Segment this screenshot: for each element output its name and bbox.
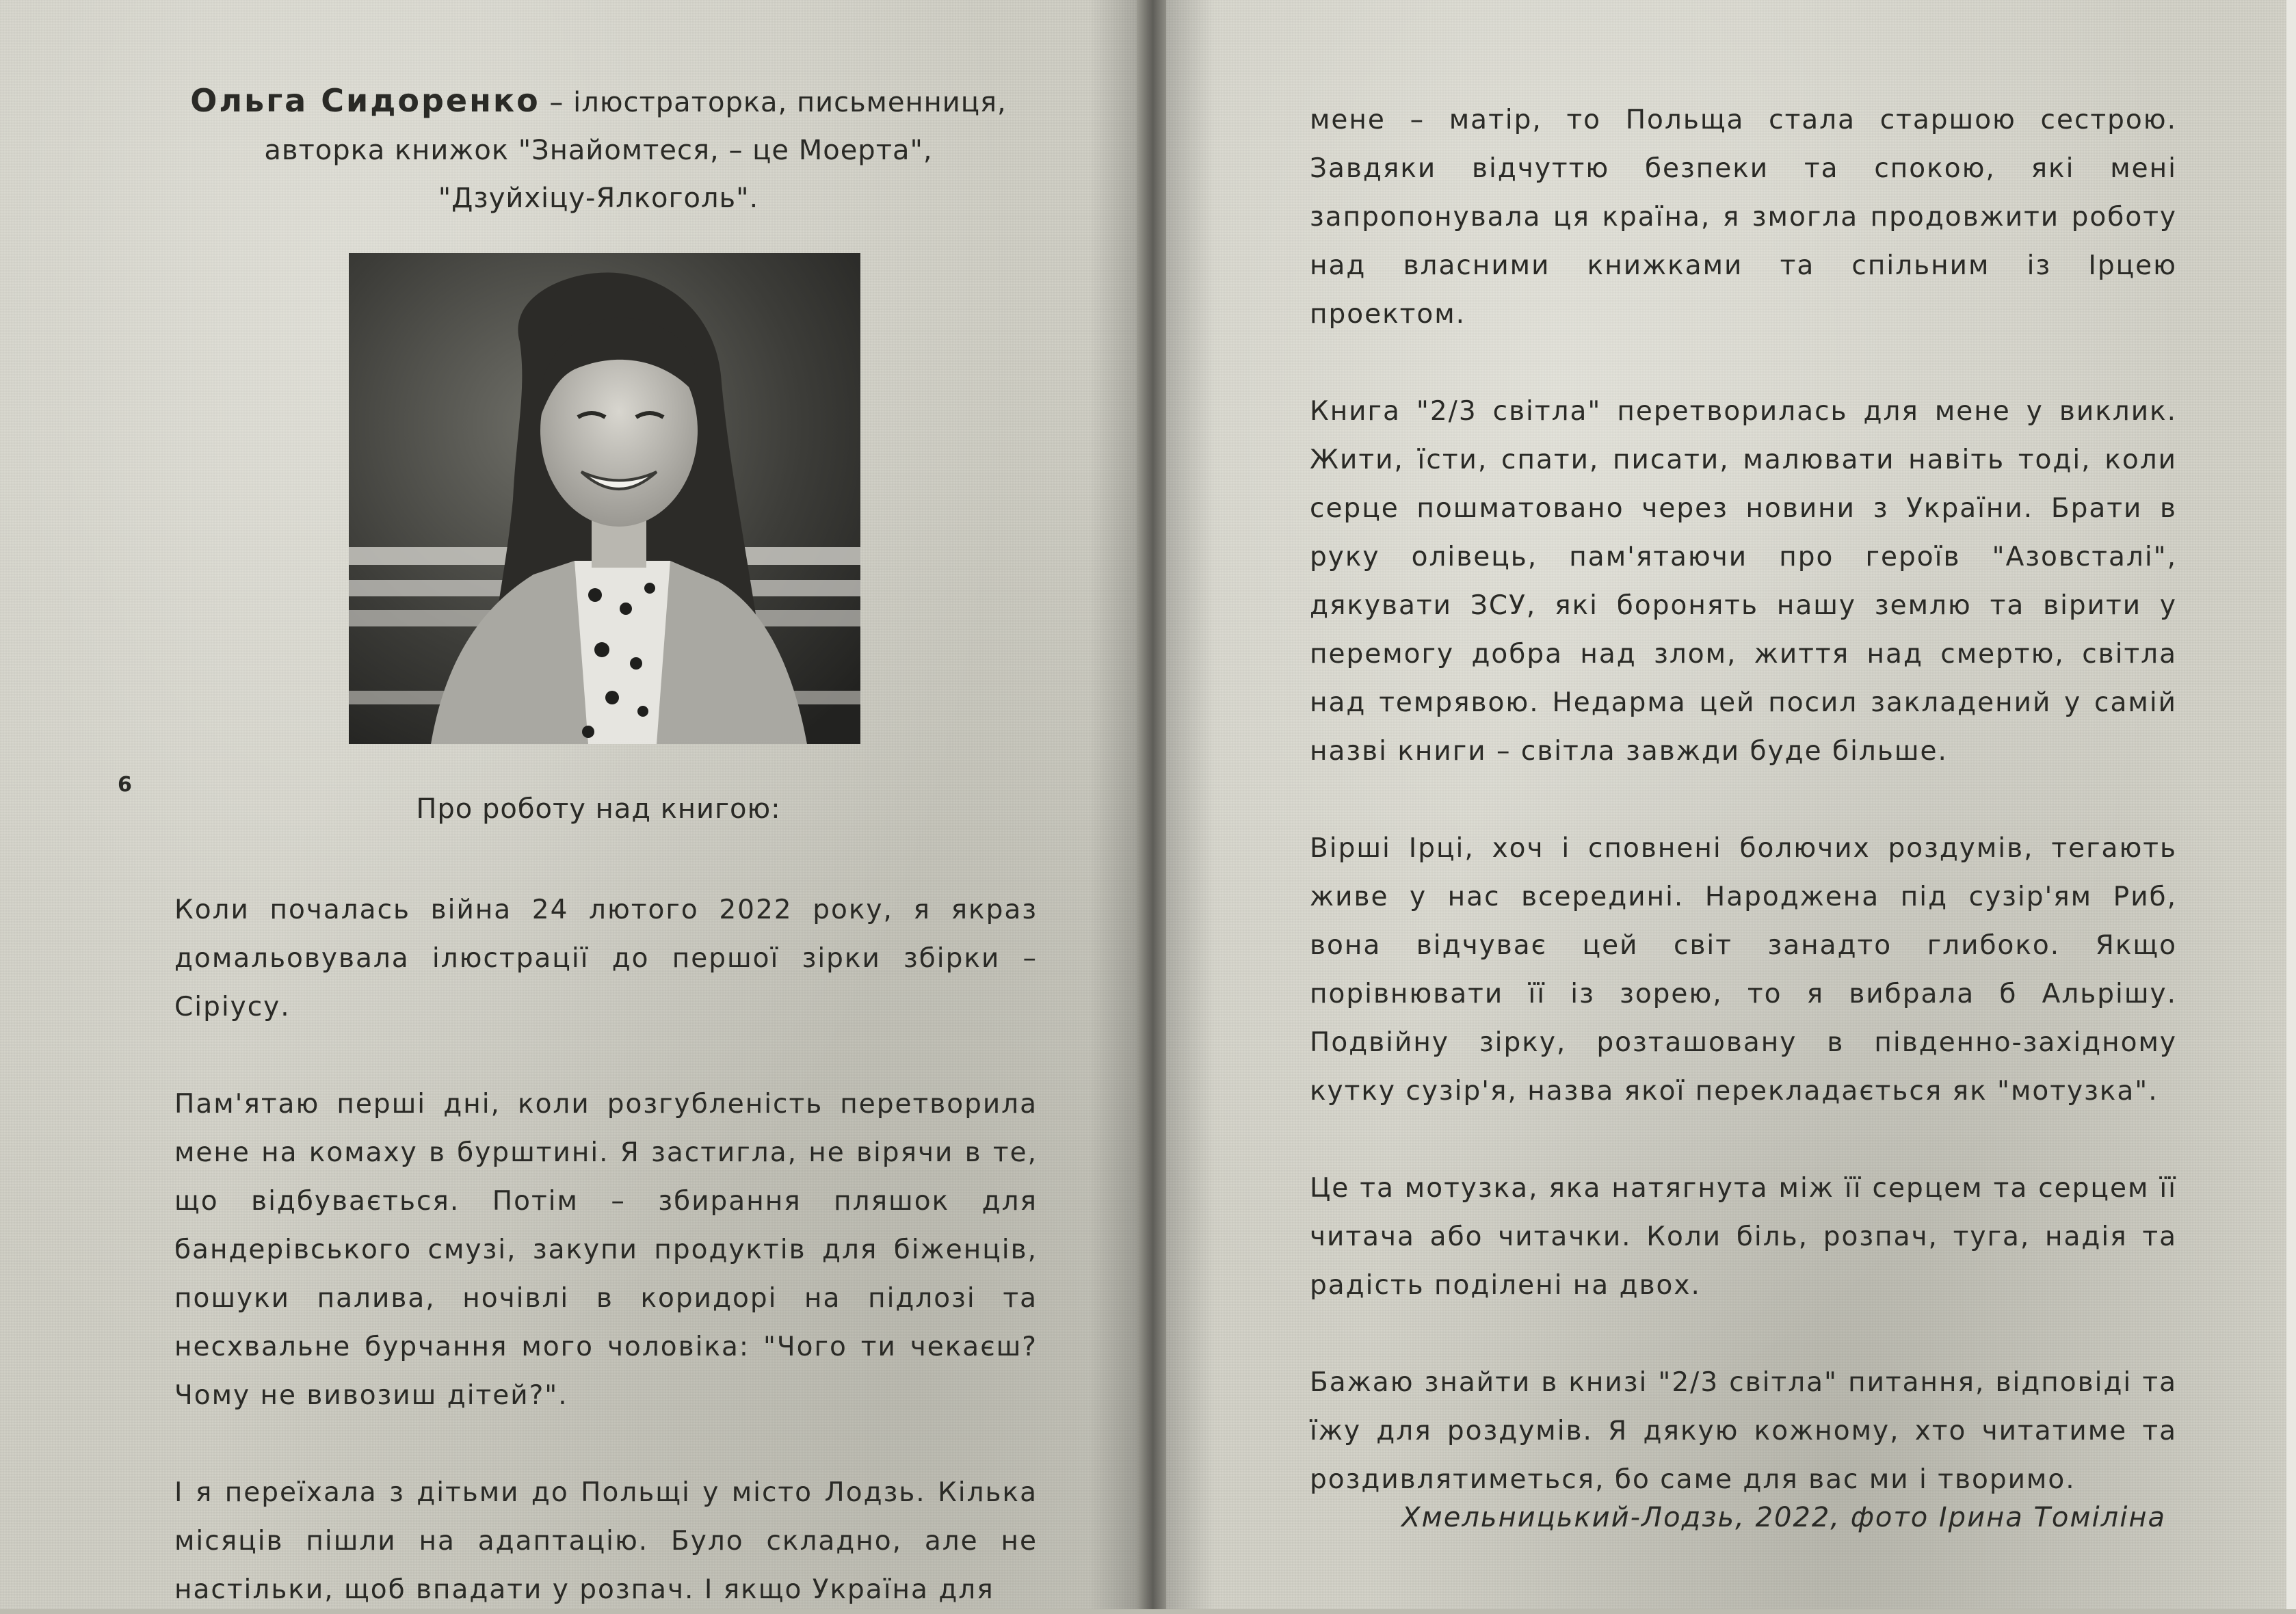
author-photo: [349, 253, 860, 744]
paragraph: Книга "2/3 світла" перетворилась для мене у виклик. Жити, їсти, спати, писати, малювати навіть тоді, коли серце пошматовано через новини з України. Брати в руку олівець, пам'ятаючи про героїв "Азовсталі", дякувати ЗСУ, які боронять нашу землю та вірити у перемогу добра над злом, життя над смертю, світла над темрявою. Недарма цей посил закладений у самій назві книги – світла завжди буде більше.: [1310, 396, 2177, 767]
left-body-text: [174, 886, 1038, 1614]
page-shadow: [1089, 0, 1137, 1609]
paragraph: мене – матір, то Польща стала старшою сестрою. Завдяки відчуттю безпеки та спокою, які мені запропонувала ця країна, я змогла продовжити роботу над власними книжками та спільним із Ірцею проектом.: [1310, 105, 2177, 330]
paragraph: Коли почалась війна 24 лютого 2022 року, я якраз домальовувала ілюстрації до першої зірки збірки – Сіріусу.: [174, 895, 1038, 1022]
paragraph: І я переїхала з дітьми до Польщі у місто Лодзь. Кілька місяців пішли на адаптацію. Було складно, але не настільки, щоб впадати у розпач. І якщо Україна для: [174, 1477, 1038, 1605]
paragraph: Це та мотузка, яка натягнута між її серцем та серцем її читача або читачки. Коли біль, розпач, туга, надія та радість поділені на двох.: [1310, 1173, 2177, 1301]
author-roles: – ілюстраторка, письменниця,: [540, 87, 1007, 118]
signature-line: Хмельницький-Лодзь, 2022, фото Ірина Томіліна: [1401, 1502, 2166, 1533]
header-line-1: [171, 77, 1026, 127]
right-body-text: [1310, 96, 2177, 1504]
paragraph: Вірші Ірці, хоч і сповнені болючих роздумів, тегають живе у нас всередині. Народжена під сузір'ям Риб, вона відчуває цей світ занадто глибоко. Якщо порівнювати її із зорею, то я вибрала б Альрішу. Подвійну зірку, розташовану в південно-західному кутку сузір'я, назва якої перекладається як "мотузка".: [1310, 833, 2177, 1107]
page-number: 6: [118, 773, 132, 797]
author-name: Ольга Сидоренко: [190, 82, 540, 119]
book-gutter: [1137, 0, 1166, 1609]
author-header: [171, 77, 1026, 222]
header-line-3: "Дзуйхіцу-Ялкоголь".: [438, 183, 759, 214]
page-shadow: [1166, 0, 1214, 1609]
left-page: [0, 0, 1137, 1609]
paragraph: Пам'ятаю перші дні, коли розгубленість перетворила мене на комаху в бурштині. Я застигла, не вірячи в те, що відбувається. Потім – збирання пляшок для бандерівського смузі, закупи продуктів для біженців, пошуки палива, ночівлі в коридорі на підлозі та несхвальне бурчання мого чоловіка: "Чого ти чекаєш? Чому не вивозиш дітей?".: [174, 1089, 1038, 1411]
paragraph: Бажаю знайти в книзі "2/3 світла" питання, відповіді та їжу для роздумів. Я дякую кожному, хто читатиме та роздивлятиметься, бо саме для вас ми і творимо.: [1310, 1367, 2177, 1495]
header-line-2: авторка книжок "Знайомтеся, – це Моерта",: [264, 135, 933, 166]
author-photo-illustration: [349, 253, 860, 744]
scan-edge: [2286, 0, 2296, 1609]
section-subtitle: Про роботу над книгою:: [416, 793, 781, 825]
